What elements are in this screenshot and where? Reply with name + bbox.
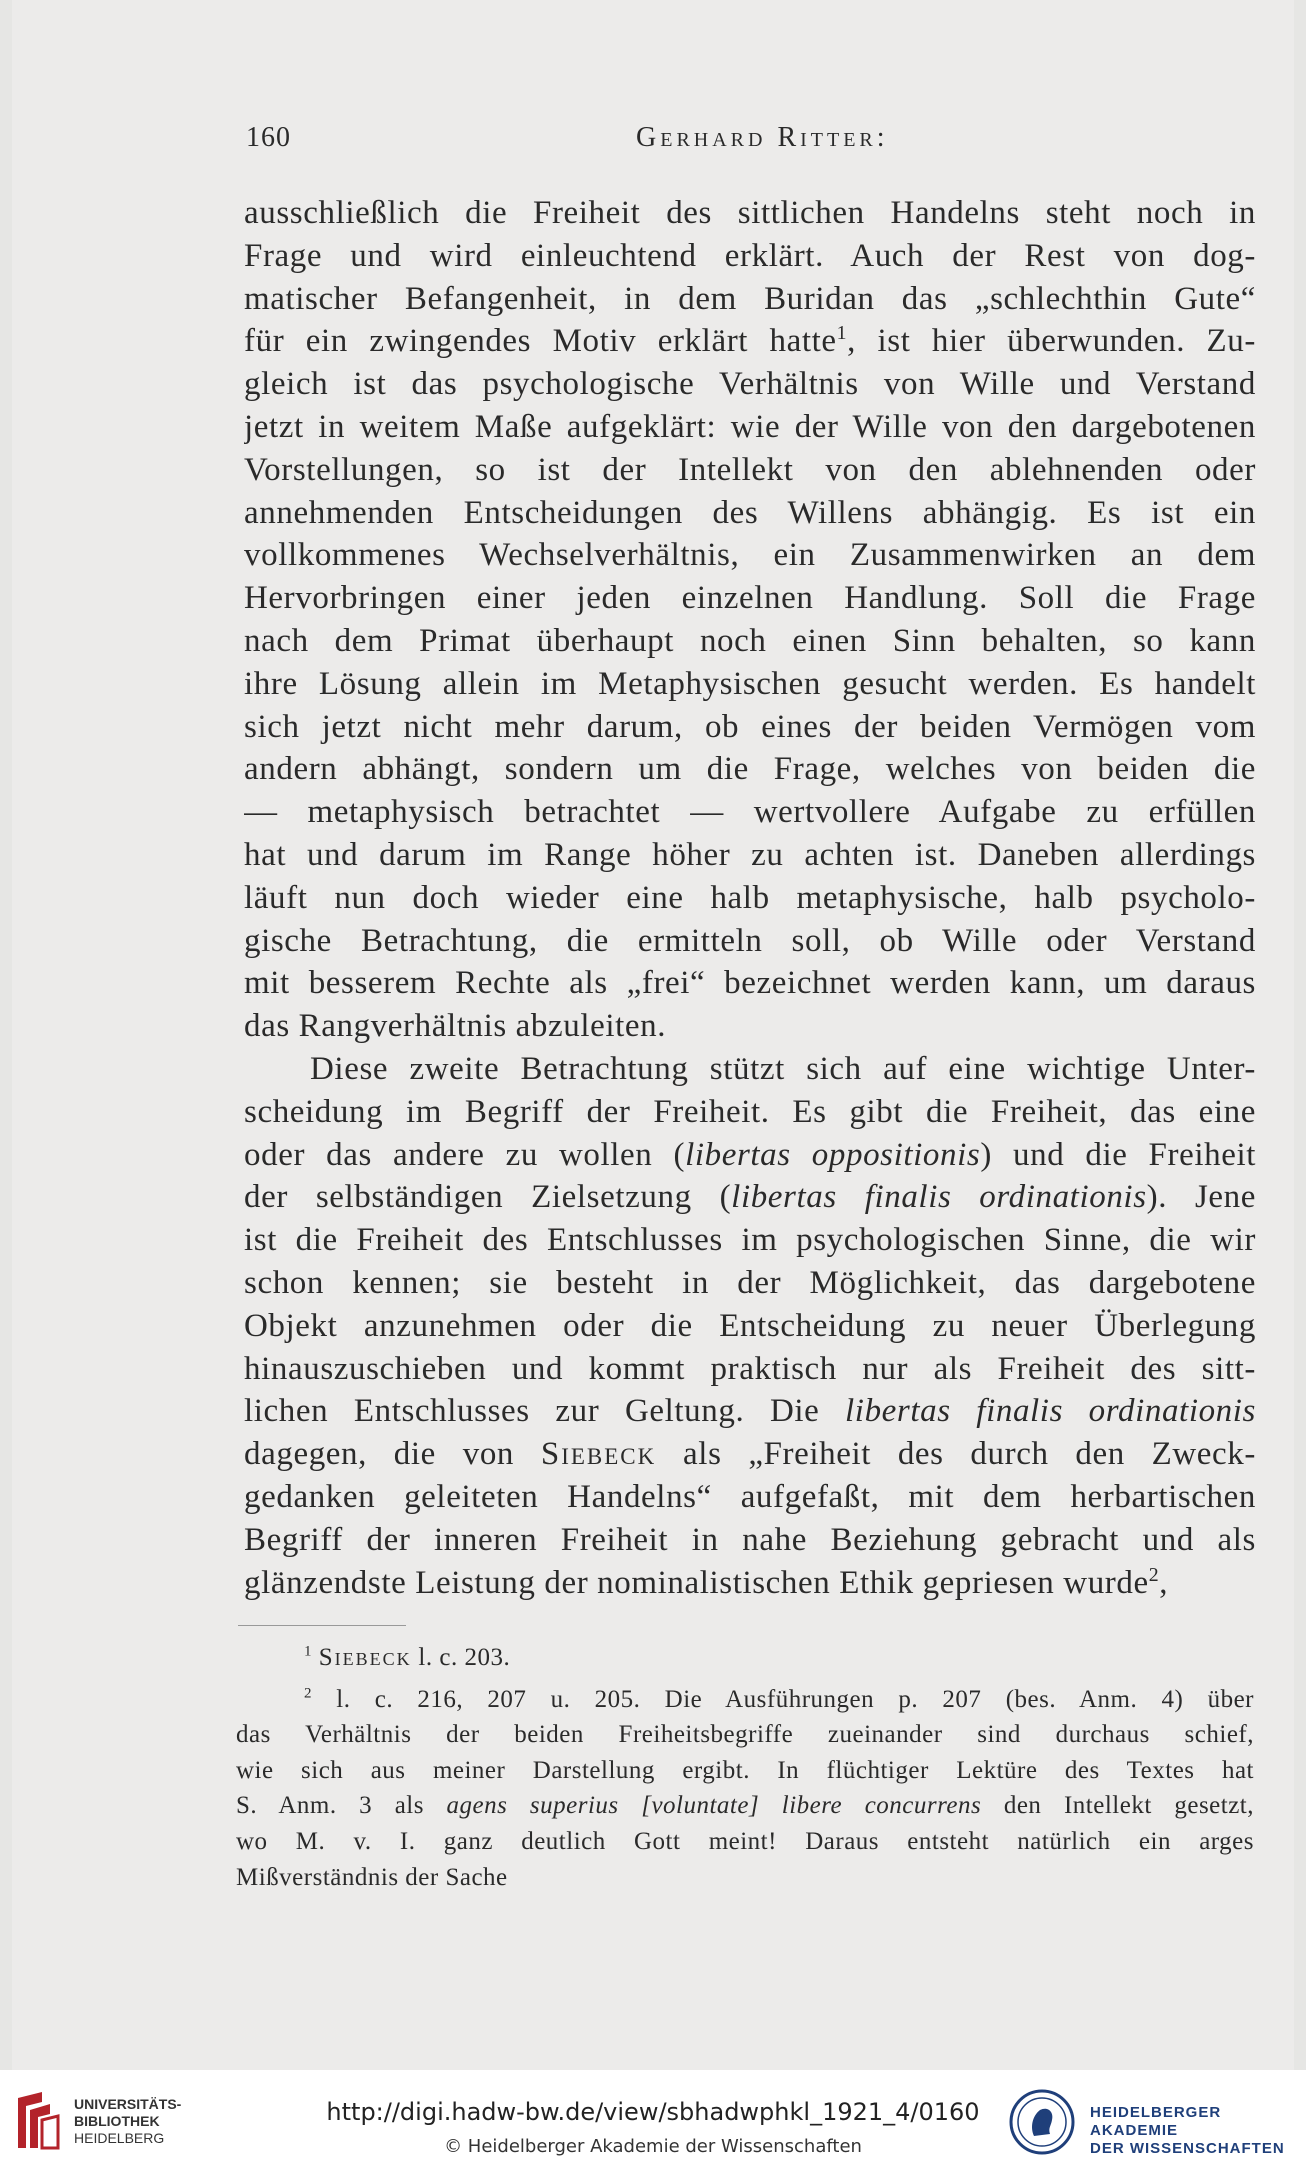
text-segment: , ist hier überwunden. Zu- [847, 323, 1256, 360]
academy-line: DER WISSENSCHAFTEN [1090, 2140, 1285, 2157]
text-line [244, 320, 1256, 363]
text-segment: den Intellekt gesetzt, [981, 1792, 1254, 1820]
text-segment: l. c. 216, 207 u. 205. Die Ausführungen p. 207 (bes. Anm. 4) über [336, 1685, 1254, 1713]
text-line: Vorstellungen, so ist der Intellekt von den ablehnenden oder [244, 451, 1256, 488]
footnote-rule [238, 1625, 406, 1626]
italic-term: libertas finalis ordinationis [731, 1179, 1147, 1216]
footnotes [236, 1640, 1254, 1895]
page-number: 160 [246, 122, 291, 153]
footnote-2 [236, 1682, 1254, 1718]
text-segment: , [1159, 1564, 1169, 1601]
text-line: schon kennen; sie besteht in der Möglichkeit, das dargebotene [244, 1264, 1256, 1301]
text-line: jetzt in weitem Maße aufgeklärt: wie der Wille von den dargebotenen [244, 408, 1256, 445]
footnote-line [236, 1788, 1254, 1824]
text-line: Objekt anzunehmen oder die Entscheidung zu neuer Überlegung [244, 1307, 1256, 1344]
text-line: Diese zweite Betrachtung stützt sich auf eine wichtige Unter- [310, 1050, 1256, 1087]
text-line: nach dem Primat überhaupt noch einen Sinn behalten, so kann [244, 622, 1256, 659]
footnote-line: wo M. v. I. ganz deutlich Gott meint! Daraus entsteht natürlich ein arges [236, 1827, 1254, 1855]
scanned-page [12, 0, 1294, 2070]
text-line: vollkommenes Wechselverhältnis, ein Zusammenwirken an dem [244, 537, 1256, 574]
academy-name [1090, 2104, 1306, 2158]
italic-term: agens superius [voluntate] libere concurrens [446, 1792, 982, 1820]
viewer-footer [0, 2070, 1306, 2169]
text-segment: für ein zwingendes Motiv erklärt hatte [244, 323, 837, 360]
footnote-mark: 1 [304, 1643, 312, 1660]
text-segment: ) und die Freiheit [980, 1136, 1256, 1173]
text-line: ihre Lösung allein im Metaphysischen gesucht werden. Es handelt [244, 665, 1256, 702]
text-line: mit besserem Rechte als „frei“ bezeichnet werden kann, um daraus [244, 965, 1256, 1002]
text-line: matischer Befangenheit, in dem Buridan das „schlechthin Gute“ [244, 280, 1256, 317]
text-segment: der selbständigen Zielsetzung ( [244, 1179, 732, 1216]
text-segment: oder das andere zu wollen ( [244, 1136, 686, 1173]
text-segment: glänzendste Leistung der nominalistischen Ethik gepriesen wurde [244, 1564, 1149, 1601]
text-line: gische Betrachtung, die ermitteln soll, ob Wille oder Verstand [244, 922, 1256, 959]
ub-line: UNIVERSITÄTS- [74, 2096, 182, 2112]
text-line: hat und darum im Range höher zu achten ist. Daneben allerdings [244, 836, 1256, 873]
ub-line: BIBLIOTHEK [74, 2113, 160, 2129]
text-line [244, 1562, 1256, 1605]
author-name: Siebeck [318, 1644, 412, 1671]
running-head-author: Gerhard Ritter: [636, 122, 889, 153]
text-segment: ). Jene [1146, 1179, 1256, 1216]
footnote-line: Mißverständnis der Sache [236, 1863, 508, 1891]
footnote-ref-1: 1 [836, 322, 848, 345]
text-segment: l. c. 203. [411, 1644, 511, 1671]
text-line [244, 1433, 1256, 1476]
text-line: hinauszuschieben und kommt praktisch nur als Freiheit des sitt- [244, 1350, 1256, 1387]
copyright-notice: © Heidelberger Akademie der Wissenschaften [444, 2136, 862, 2157]
main-text [244, 192, 1256, 1604]
text-line [244, 1390, 1256, 1433]
academy-line: HEIDELBERGER AKADEMIE [1090, 2104, 1222, 2139]
text-segment: S. Anm. 3 als [236, 1792, 447, 1820]
text-line [244, 1134, 1256, 1177]
text-segment: lichen Entschlusses zur Geltung. Die [244, 1393, 846, 1430]
ub-line: HEIDELBERG [74, 2130, 165, 2146]
italic-term: libertas oppositionis [685, 1136, 981, 1173]
text-line: Hervorbringen einer jeden einzelnen Handlung. Soll die Frage [244, 580, 1256, 617]
text-line: sich jetzt nicht mehr darum, ob eines der beiden Vermögen vom [244, 708, 1256, 745]
text-segment: als „Freiheit des durch den Zweck- [656, 1436, 1256, 1473]
text-line: ist die Freiheit des Entschlusses im psychologischen Sinne, die wir [244, 1222, 1256, 1259]
running-head [246, 122, 1258, 162]
footnote-line: wie sich aus meiner Darstellung ergibt. In flüchtiger Lektüre des Textes hat [236, 1756, 1254, 1784]
italic-term: libertas finalis ordinationis [845, 1393, 1256, 1430]
text-line [244, 1176, 1256, 1219]
page-url[interactable]: http://digi.hadw-bw.de/view/sbhadwphkl_1921_4/0160 [326, 2098, 980, 2126]
text-line: gleich ist das psychologische Verhältnis von Wille und Verstand [244, 366, 1256, 403]
footnote-ref-2: 2 [1148, 1563, 1160, 1586]
text-line: andern abhängt, sondern um die Frage, welches von beiden die [244, 751, 1256, 788]
text-line: annehmenden Entscheidungen des Willens abhängig. Es ist ein [244, 494, 1256, 531]
footnote-mark: 2 [304, 1685, 312, 1702]
text-line: gedanken geleiteten Handelns“ aufgefaßt, mit dem herbartischen [244, 1478, 1256, 1515]
text-line: — metaphysisch betrachtet — wertvollere Aufgabe zu erfüllen [244, 794, 1256, 831]
text-line: ausschließlich die Freiheit des sittlichen Handelns steht noch in [244, 195, 1256, 231]
footnote-1 [236, 1640, 1254, 1676]
footnote-line: das Verhältnis der beiden Freiheitsbegriffe zueinander sind durchaus schief, [236, 1721, 1254, 1749]
author-name: Siebeck [540, 1436, 657, 1473]
text-line: läuft nun doch wieder eine halb metaphysische, halb psycholo- [244, 879, 1256, 916]
text-line: Frage und wird einleuchtend erklärt. Auch der Rest von dog- [244, 237, 1256, 274]
academy-seal-icon [1008, 2088, 1076, 2156]
text-line: das Rangverhältnis abzuleiten. [244, 1008, 667, 1045]
text-line: scheidung im Begriff der Freiheit. Es gibt die Freiheit, das eine [244, 1093, 1256, 1130]
text-segment: dagegen, die von [244, 1436, 541, 1473]
text-line: Begriff der inneren Freiheit in nahe Beziehung gebracht und als [244, 1521, 1256, 1558]
